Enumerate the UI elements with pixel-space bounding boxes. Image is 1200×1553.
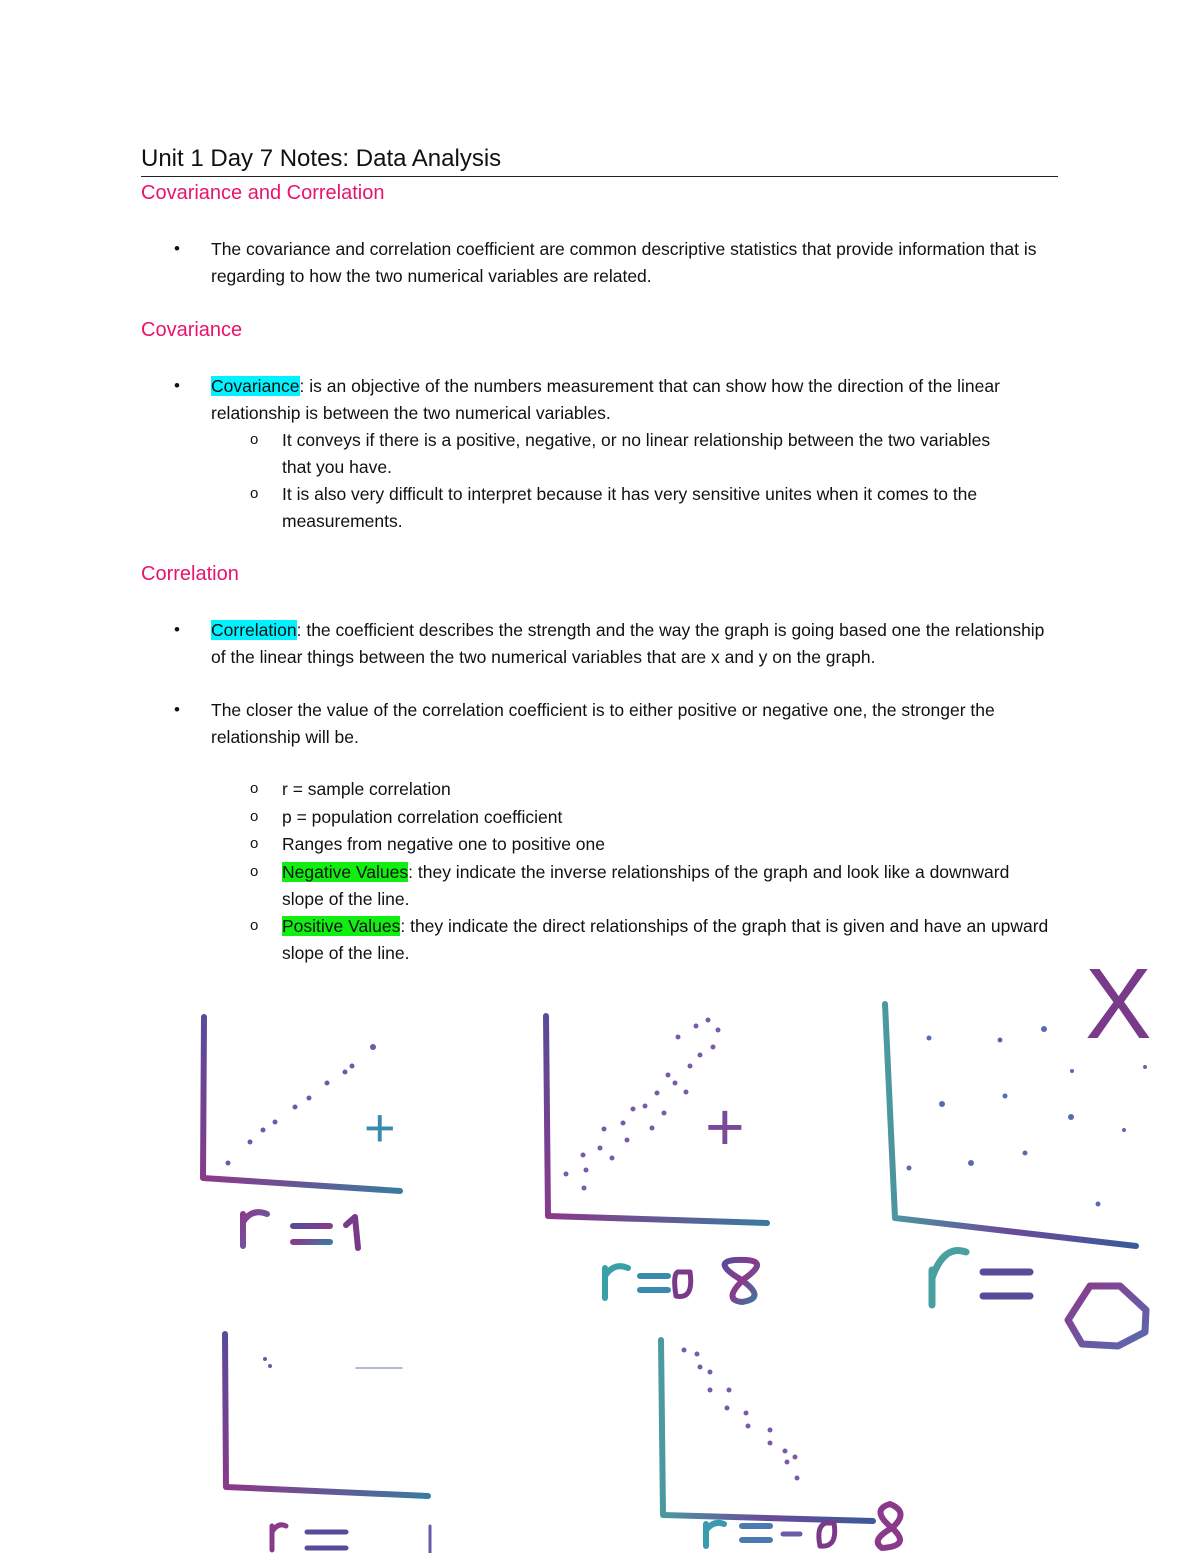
digit-eight xyxy=(878,1504,901,1548)
negative-values-text: : they indicate the inverse relationships of the graph and look like a downward slope of the line. xyxy=(282,862,1010,909)
sketch-points xyxy=(226,1044,377,1166)
covariance-term: Covariance xyxy=(211,376,300,396)
digit-one xyxy=(346,1217,358,1248)
section-heading-correlation: Correlation xyxy=(141,563,239,585)
equals-sign xyxy=(640,1276,668,1290)
x-mark-label: X xyxy=(1085,948,1152,1060)
positive-values-text: : they indicate the direct relationships of the graph that is given and have an upward slope of the line. xyxy=(282,916,1049,963)
digit-zero xyxy=(819,1523,835,1546)
equals-sign xyxy=(983,1272,1030,1296)
sketch-axes xyxy=(661,1340,873,1521)
sub-bullet-icon: o xyxy=(250,863,259,880)
sketch-axes xyxy=(225,1334,428,1496)
sub-bullet-icon: o xyxy=(250,485,259,502)
page-title: Unit 1 Day 7 Notes: Data Analysis xyxy=(141,145,502,172)
covariance-sub-1: It conveys if there is a positive, negative, or no linear relationship between the two variables that you have. xyxy=(282,430,991,477)
sketch-points xyxy=(564,1018,721,1191)
r-sample-correlation: r = sample correlation xyxy=(282,779,451,799)
sketch-r-equals-neg-0-8 xyxy=(661,1340,901,1548)
p-population-correlation: p = population correlation coefficient xyxy=(282,807,563,827)
section-heading-covariance: Covariance xyxy=(141,319,243,341)
sketch-r-equals-1 xyxy=(203,1017,400,1248)
sketch-r-equals-neg-1 xyxy=(225,1334,430,1553)
r-letter xyxy=(605,1266,628,1298)
bullet-icon: • xyxy=(174,700,180,719)
sketch-r-equals-0 xyxy=(885,948,1152,1346)
plus-label: + xyxy=(364,1098,396,1158)
correlation-definition-text: : the coefficient describes the strength and the way the graph is going based one the relationship of the linear things between the two numerical variables that are x and y on the graph. xyxy=(211,620,1045,667)
digit-eight xyxy=(725,1260,757,1302)
correlation-closer-text: The closer the value of the correlation coefficient is to either positive or negative one, the stronger the relationship will be. xyxy=(211,700,995,747)
range-text: Ranges from negative one to positive one xyxy=(282,834,605,854)
covariance-sub-2: It is also very difficult to interpret because it has very sensitive unites when it comes to the measurements. xyxy=(282,484,978,531)
r-letter xyxy=(243,1212,267,1246)
sketch-points xyxy=(682,1348,800,1481)
sketch-r-equals-0-8 xyxy=(546,1016,767,1302)
sub-bullet-icon: o xyxy=(250,917,259,934)
r-letter xyxy=(706,1523,724,1546)
correlation-term: Correlation xyxy=(211,620,297,640)
equals-sign xyxy=(307,1532,346,1548)
equals-sign xyxy=(293,1226,330,1242)
bullet-icon: • xyxy=(174,239,180,258)
negative-values-term: Negative Values xyxy=(282,862,409,882)
sketch-points xyxy=(263,1357,272,1368)
positive-values-term: Positive Values xyxy=(282,916,401,936)
equals-sign xyxy=(742,1526,770,1540)
plus-label: + xyxy=(705,1089,745,1165)
bullet-icon: • xyxy=(174,620,180,639)
bullet-icon: • xyxy=(174,376,180,395)
sub-bullet-icon: o xyxy=(250,808,259,825)
sub-bullet-icon: o xyxy=(250,780,259,797)
digit-zero xyxy=(675,1272,691,1297)
r-letter xyxy=(272,1525,286,1550)
intro-text: The covariance and correlation coefficient are common descriptive statistics that provide information that is regarding to how the two numerical variables are related. xyxy=(211,239,1037,286)
sub-bullet-icon: o xyxy=(250,835,259,852)
covariance-definition-text: : is an objective of the numbers measurement that can show how the direction of the linear relationship is between the two numerical variables. xyxy=(211,376,1000,423)
r-letter xyxy=(932,1250,966,1305)
sub-bullet-icon: o xyxy=(250,431,259,448)
section-heading-covariance-correlation: Covariance and Correlation xyxy=(141,182,385,204)
digit-zero xyxy=(1068,1286,1146,1346)
